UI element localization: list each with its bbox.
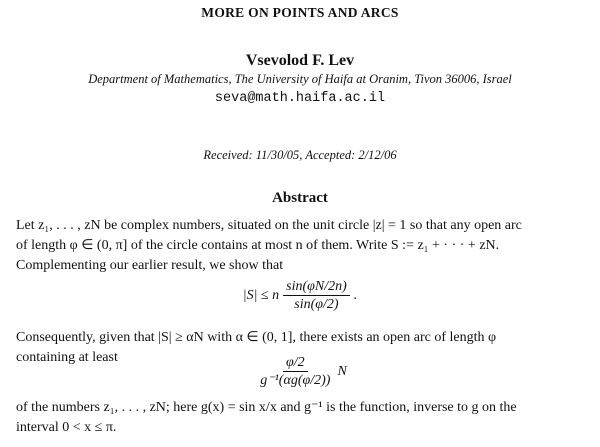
received-accepted-dates: Received: 11/30/05, Accepted: 2/12/06 — [203, 148, 397, 162]
abstract-line: Let z₁, . . . , zN be complex numbers, situated on the unit circle |z| = 1 so that any open arc — [16, 218, 522, 233]
author-name: Vsevolod F. Lev — [245, 52, 355, 69]
abstract-line: of length φ ∈ (0, π] of the circle contains at most n of them. Write S := z₁ + · · · + zN. — [16, 238, 500, 253]
equation-1 — [0, 278, 600, 313]
abstract-paragraph-1 — [16, 216, 584, 276]
equation-1-lhs: |S| ≤ n — [242, 287, 280, 303]
equation-2-denominator: g⁻¹(αg(φ/2)) — [260, 373, 331, 388]
author-affiliation: Department of Mathematics, The University of Haifa at Oranim, Tivon 36006, Israel — [88, 72, 512, 86]
equation-2-trail: N — [337, 363, 347, 379]
abstract-line: Consequently, given that |S| ≥ αN with α ∈ (0, 1], there exists an open arc of length φ — [16, 330, 497, 345]
author-email: seva@math.haifa.ac.il — [214, 91, 386, 106]
equation-2-numerator: φ/2 — [283, 354, 308, 372]
abstract-line: of the numbers z₁, . . . , zN; here g(x) = sin x/x and g⁻¹ is the function, inverse to g on the — [16, 400, 517, 415]
abstract-line: Complementing our earlier result, we show that — [16, 258, 284, 273]
paper-title: MORE ON POINTS AND ARCS — [201, 5, 399, 20]
abstract-line: containing at least — [16, 350, 118, 365]
equation-1-trail: . — [353, 287, 358, 303]
abstract-line: interval 0 < x ≤ π. — [16, 420, 117, 435]
equation-1-fraction — [283, 278, 350, 313]
abstract-heading: Abstract — [272, 190, 328, 206]
equation-2 — [0, 354, 600, 389]
equation-1-numerator: sin(φN/2n) — [283, 278, 350, 296]
equation-1-denominator: sin(φ/2) — [294, 297, 339, 312]
equation-2-fraction — [257, 354, 333, 389]
abstract-paragraph-3 — [16, 398, 584, 438]
